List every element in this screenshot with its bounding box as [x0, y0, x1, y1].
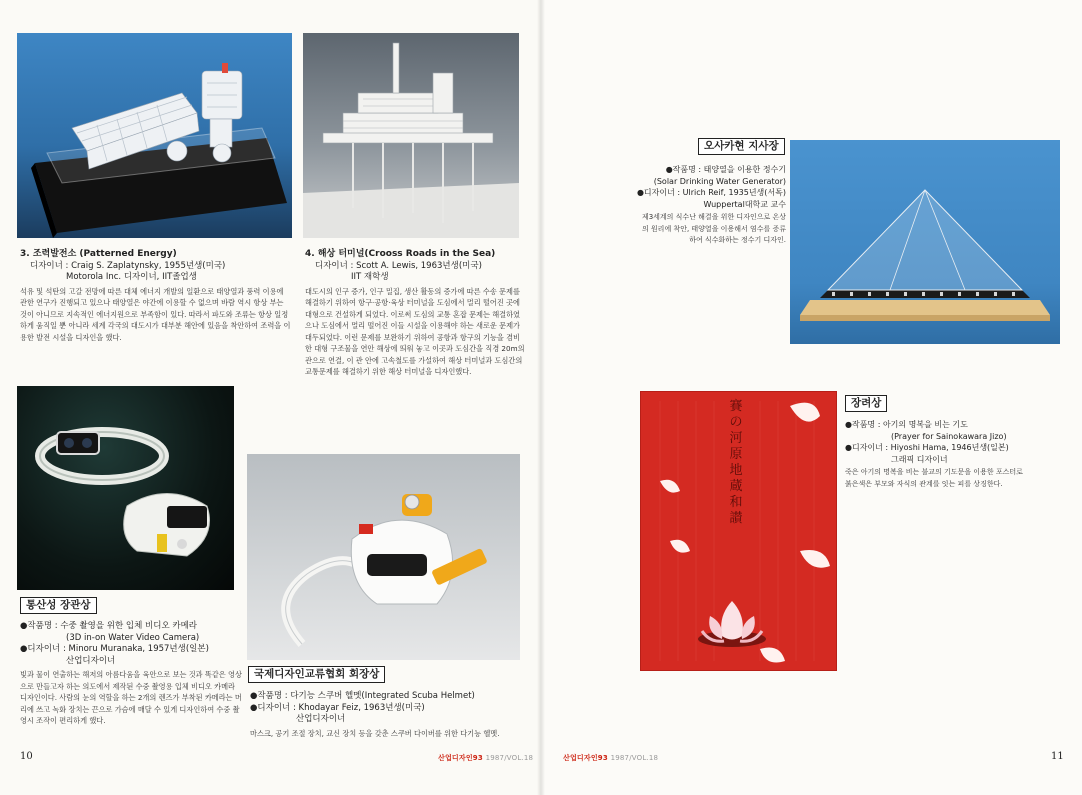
- caption-affiliation: 산업디자이너: [66, 655, 116, 666]
- sea-terminal-illustration: [303, 33, 519, 238]
- right-page: [541, 0, 1082, 795]
- caption-patterned-energy: [20, 249, 292, 343]
- caption-prayer-poster: [845, 419, 1025, 490]
- page-number-right: 11: [1051, 751, 1064, 762]
- caption-affiliation: Motorola Inc. 디자이너, IIT졸업생: [66, 272, 197, 282]
- caption-affiliation: 그래픽 디자이너: [891, 454, 948, 464]
- caption-work: ●작품명 : 수중 촬영을 위한 입체 비디오 카메라: [20, 621, 197, 631]
- caption-work: ●작품명 : 태양열을 이용한 정수기: [665, 165, 786, 174]
- caption-body: 빛과 물이 연출하는 해저의 아름다움을 육안으로 보는 것과 똑같은 영상으로 만들고자 하는 의도에서 제작된 수중 촬영용 입체 비디오 카메라 디자인이다. 사람의 눈의 역할을 하는 2개의 렌즈가 부착된 카메라는 머리에 쓰고 녹화 장치는 끈으로 가슴에 매달 수 있게 디자인하여 수중 촬영시 조작이 편리하게 했다.: [20, 670, 242, 725]
- photo-solar-water-generator: [790, 140, 1060, 344]
- caption-body: 마스크, 공기 조절 장치, 교신 장치 등을 갖춘 스쿠버 다이버를 위한 다기능 헬멧.: [250, 728, 500, 738]
- page-number-left: 10: [20, 751, 33, 762]
- page-gutter: [537, 0, 545, 795]
- caption-designer: ●디자이너 : Khodayar Feiz, 1963년생(미국): [250, 702, 425, 713]
- caption-title: 4. 해상 터미널(Crooss Roads in the Sea): [305, 249, 496, 259]
- award-label-design-council: 국제디자인교류협회 회장상: [248, 666, 385, 683]
- caption-work: ●작품명 : 다기능 스쿠버 헬멧(Integrated Scuba Helmet): [250, 691, 475, 701]
- scuba-helmet-illustration: [247, 454, 520, 660]
- caption-designer: ●디자이너 : Minoru Muranaka, 1957년생(일본): [20, 644, 209, 654]
- caption-body: 제3세계의 식수난 해결을 위한 디자인으로 온상의 원리에 착안, 태양열을 이용해서 염수를 증류하여 식수화하는 정수기 디자인.: [641, 213, 786, 244]
- caption-work-en: (Solar Drinking Water Generator): [653, 176, 786, 186]
- video-camera-illustration: [17, 386, 234, 590]
- caption-affiliation: Wuppertal대학교 교수: [703, 199, 786, 209]
- award-label-trade-minister: 통산성 장관상: [20, 597, 97, 614]
- photo-tidal-power-plant: [17, 33, 292, 238]
- poster-title: 賽の河原地蔵和讃: [729, 399, 743, 526]
- caption-body: 대도시의 인구 증가, 인구 밀집, 생산 활동의 증가에 따른 수송 문제를 해결하기 위하여 항구·공항·육상 터미널을 도심에서 멀리 떨어진 곳에 대형으로 건설하게 되었다. 이로써 도심의 교통 혼잡 문제는 해결하였으나 도심에서 멀리 떨어진 이들 시설을 이용해야 하는 새로운 문제가 대두되었다. 이런 문제를 보완하기 위하여 공항과 항구의 기능을 겸비한 대형 구조물을 연안 해상에 띄워 놓고 이곳과 도심간을 직경 20m의 관으로 연결, 이 관 안에 고속철도를 가설하여 해상 터미널과 도심간의 교통문제를 해결하기 위한 해상 터미널을 디자인했다.: [305, 286, 525, 376]
- caption-designer: ●디자이너 : Hiyoshi Hama, 1946년생(일본): [845, 443, 1009, 452]
- folio-left: [438, 753, 533, 763]
- caption-affiliation: IIT 재학생: [351, 272, 389, 282]
- photo-sea-terminal: [303, 33, 519, 238]
- award-label-osaka-governor: 오사카현 지사장: [698, 138, 785, 155]
- caption-title: 3. 조력발전소 (Patterned Energy): [20, 249, 177, 259]
- solar-pyramid-illustration: [790, 140, 1060, 344]
- award-label-encouragement: 장려상: [845, 395, 887, 412]
- folio-right: [563, 753, 658, 763]
- caption-work-en: (Prayer for Sainokawara Jizo): [891, 431, 1007, 441]
- folio-title: 산업디자인93: [438, 754, 483, 762]
- photo-video-camera: [17, 386, 234, 590]
- caption-designer: 디자이너 : Craig S. Zaplatynsky, 1955년생(미국): [30, 260, 226, 271]
- lotus-flower: [698, 601, 766, 647]
- folio-sub: 1987/VOL.18: [610, 754, 659, 762]
- caption-affiliation: 산업디자이너: [296, 714, 346, 724]
- caption-designer: ●디자이너 : Ulrich Reif, 1935년생(서독): [636, 188, 786, 197]
- tidal-plant-illustration: [17, 33, 292, 238]
- caption-sea-terminal: [305, 249, 525, 378]
- caption-body: 죽은 아기의 명복을 비는 불교의 기도문을 이용한 포스터로 붉은색은 부모와 자식의 관계를 잇는 피를 상징한다.: [845, 468, 1023, 488]
- caption-designer: 디자이너 : Scott A. Lewis, 1963년생(미국): [315, 260, 482, 271]
- caption-body: 석유 및 석탄의 고갈 전망에 따른 대체 에너지 개발의 일환으로 태양열과 풍력 이용에 관한 연구가 진행되고 있으나 태양열은 야간에 이용할 수 없으며 바람 역시 항상 부는 것이 아니므로 지속적인 에너지원으로 부족함이 있다. 따라서 파도와 조류는 항상 일정하게 움직일 뿐 아니라 세계 각국의 대도시가 대부분 해안에 있음을 착안하여 조력을 이용한 발전 시설을 디자인을 했다.: [20, 286, 291, 342]
- caption-solar-water: [636, 164, 786, 247]
- caption-work-en: (3D in-on Water Video Camera): [66, 632, 200, 643]
- poster-prayer-jizo: [640, 391, 837, 671]
- photo-scuba-helmet: [247, 454, 520, 660]
- folio-sub: 1987/VOL.18: [485, 754, 534, 762]
- model-red-marker: [222, 63, 228, 73]
- caption-video-camera: [20, 621, 242, 727]
- caption-scuba-helmet: [250, 691, 530, 739]
- caption-work: ●작품명 : 아기의 명복을 비는 기도: [845, 420, 968, 429]
- folio-title: 산업디자인93: [563, 754, 608, 762]
